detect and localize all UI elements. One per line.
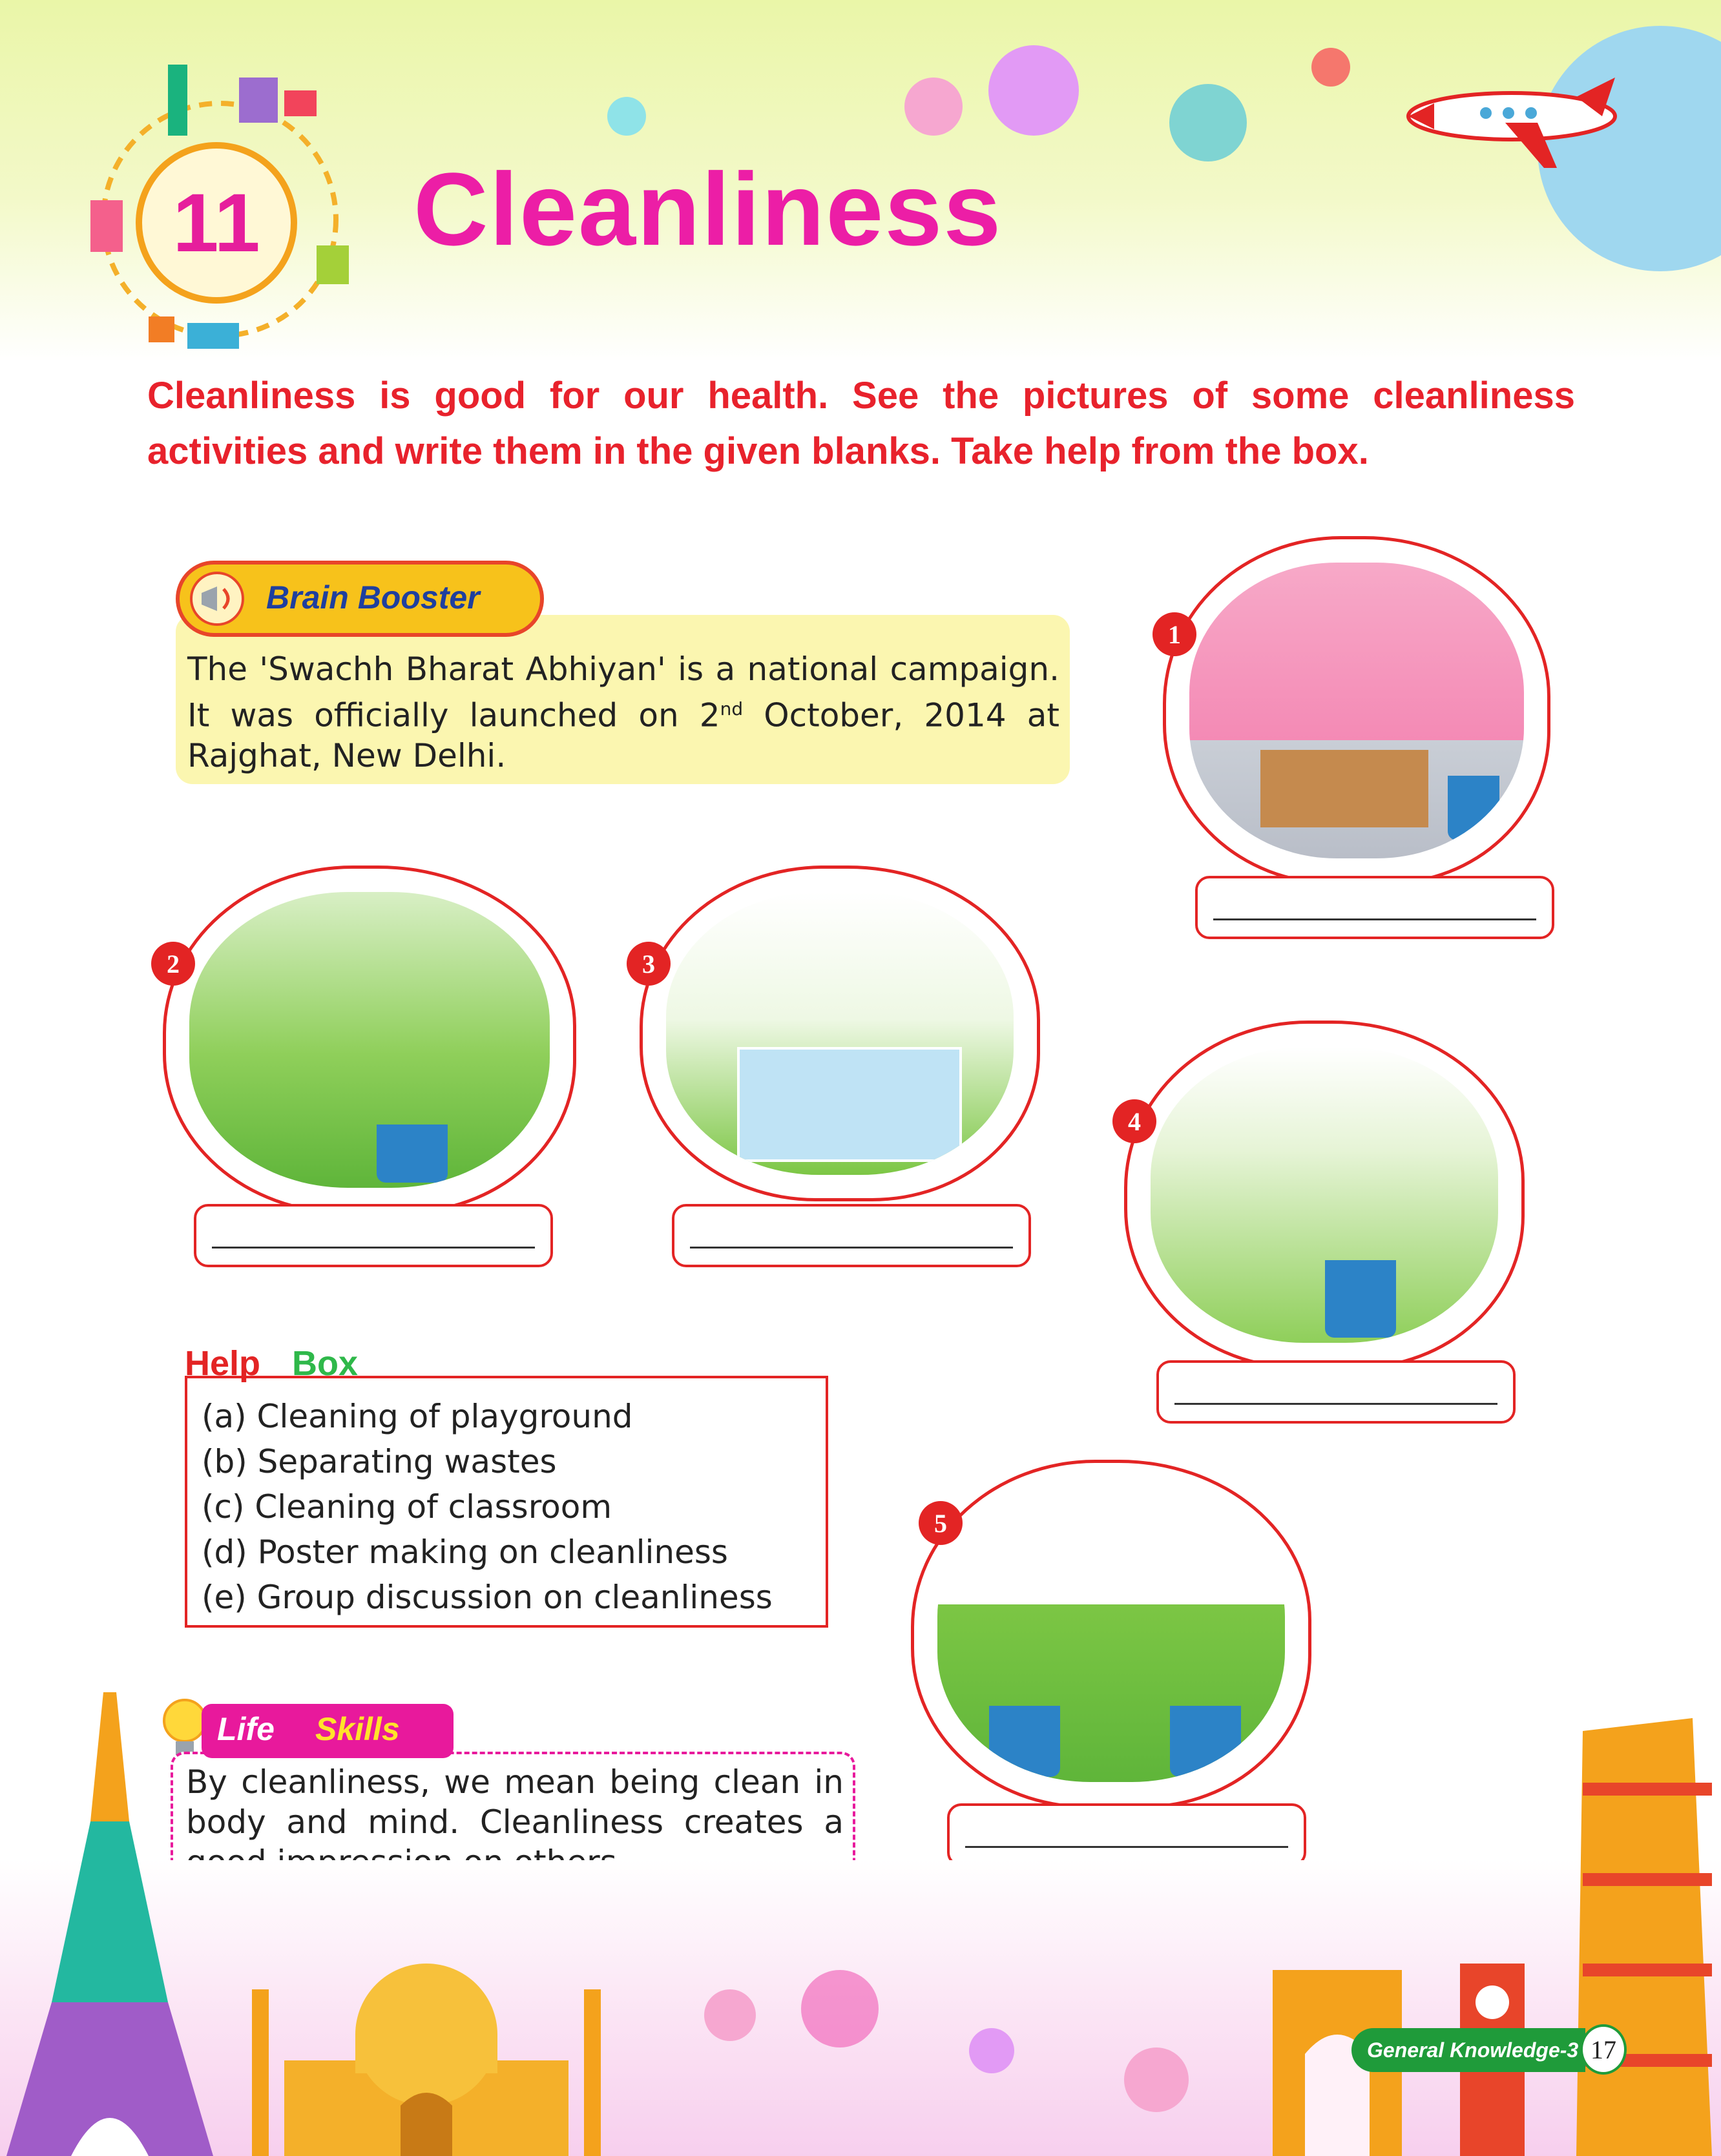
life-skills-label-life: Life [217,1711,275,1747]
decor-dot [1124,2047,1189,2112]
decor-dot [704,1989,756,2041]
decor-dot [988,45,1079,136]
scene-1-number: 1 [1153,612,1196,656]
help-option-e: (e) Group discussion on cleanliness [202,1579,773,1616]
answer-blank-5[interactable] [947,1803,1306,1867]
dustbin-illustration [1448,776,1499,840]
life-skills-text: By cleanliness, we mean being clean in body and mind. Cleanliness creates a [186,1763,844,1841]
decor-dot [607,97,646,136]
chapter-number-badge [136,142,297,304]
cleanliness-poster-illustration [737,1047,962,1162]
dustbin-illustration [1170,1706,1241,1777]
answer-blank-4[interactable] [1156,1360,1516,1424]
decor-dot [1311,48,1350,87]
answer-line [965,1846,1288,1848]
book-title-tag [1351,2028,1585,2072]
answer-blank-2[interactable] [194,1204,553,1267]
help-option-c: (c) Cleaning of classroom [202,1488,612,1526]
decor-dot [969,2028,1014,2073]
help-box-title-help: Help [185,1344,261,1383]
dustbin-illustration [989,1706,1060,1777]
answer-line [690,1247,1013,1249]
life-skills-label-skills: Skills [315,1711,400,1747]
help-option-a: (a) Cleaning of playground [202,1398,633,1435]
page-number: 17 [1580,2024,1627,2075]
dustbin-illustration [377,1125,448,1183]
planet-icon [1169,84,1247,161]
answer-line [1213,918,1536,920]
megaphone-icon [187,571,252,627]
brain-booster-text-part2: October, 2014 at Rajghat, New Delhi. [187,696,1059,774]
answer-blank-1[interactable] [1195,876,1554,939]
answer-line [1174,1403,1497,1405]
scene-3-picture [640,866,1040,1201]
answer-line [212,1247,535,1249]
answer-blank-3[interactable] [672,1204,1031,1267]
help-box-list [202,1394,773,1620]
page-title: Cleanliness [413,151,1003,267]
brain-booster-label: Brain Booster [266,579,480,616]
eiffel-tower-illustration [0,1692,233,2156]
intro-instructions: Cleanliness is good for our health. See the pictures of some cleanliness activities and write them in the given blanks. Take help from the box. [147,375,1575,472]
airplane-icon [1395,71,1641,181]
decor-dot [801,1970,879,2047]
dustbin-illustration [1325,1260,1396,1338]
help-option-b: (b) Separating wastes [202,1443,557,1480]
scene-2-number: 2 [151,942,195,986]
brain-booster-text-part1: The 'Swachh Bharat Abhiyan' is a national campaign. It was officially launched on 2 [187,650,1059,734]
scene-5-number: 5 [919,1501,963,1545]
leaning-tower-illustration [1563,1705,1721,2156]
help-box-title-box: Box [292,1344,359,1383]
brain-booster-text [187,649,1059,776]
scene-4-picture [1124,1021,1525,1369]
taj-mahal-illustration [245,1931,607,2156]
book-title: General Knowledge-3 [1367,2038,1579,2062]
scene-4-number: 4 [1112,1099,1156,1143]
desk-illustration [1260,750,1428,827]
decor-dot [904,78,963,136]
chapter-number: 11 [172,176,260,269]
scene-5-picture [911,1460,1311,1809]
scene-3-number: 3 [627,942,671,986]
scene-2-picture [163,866,576,1214]
ordinal-suffix: nd [720,698,744,720]
scene-1-picture [1163,536,1550,885]
help-option-d: (d) Poster making on cleanliness [202,1533,728,1571]
